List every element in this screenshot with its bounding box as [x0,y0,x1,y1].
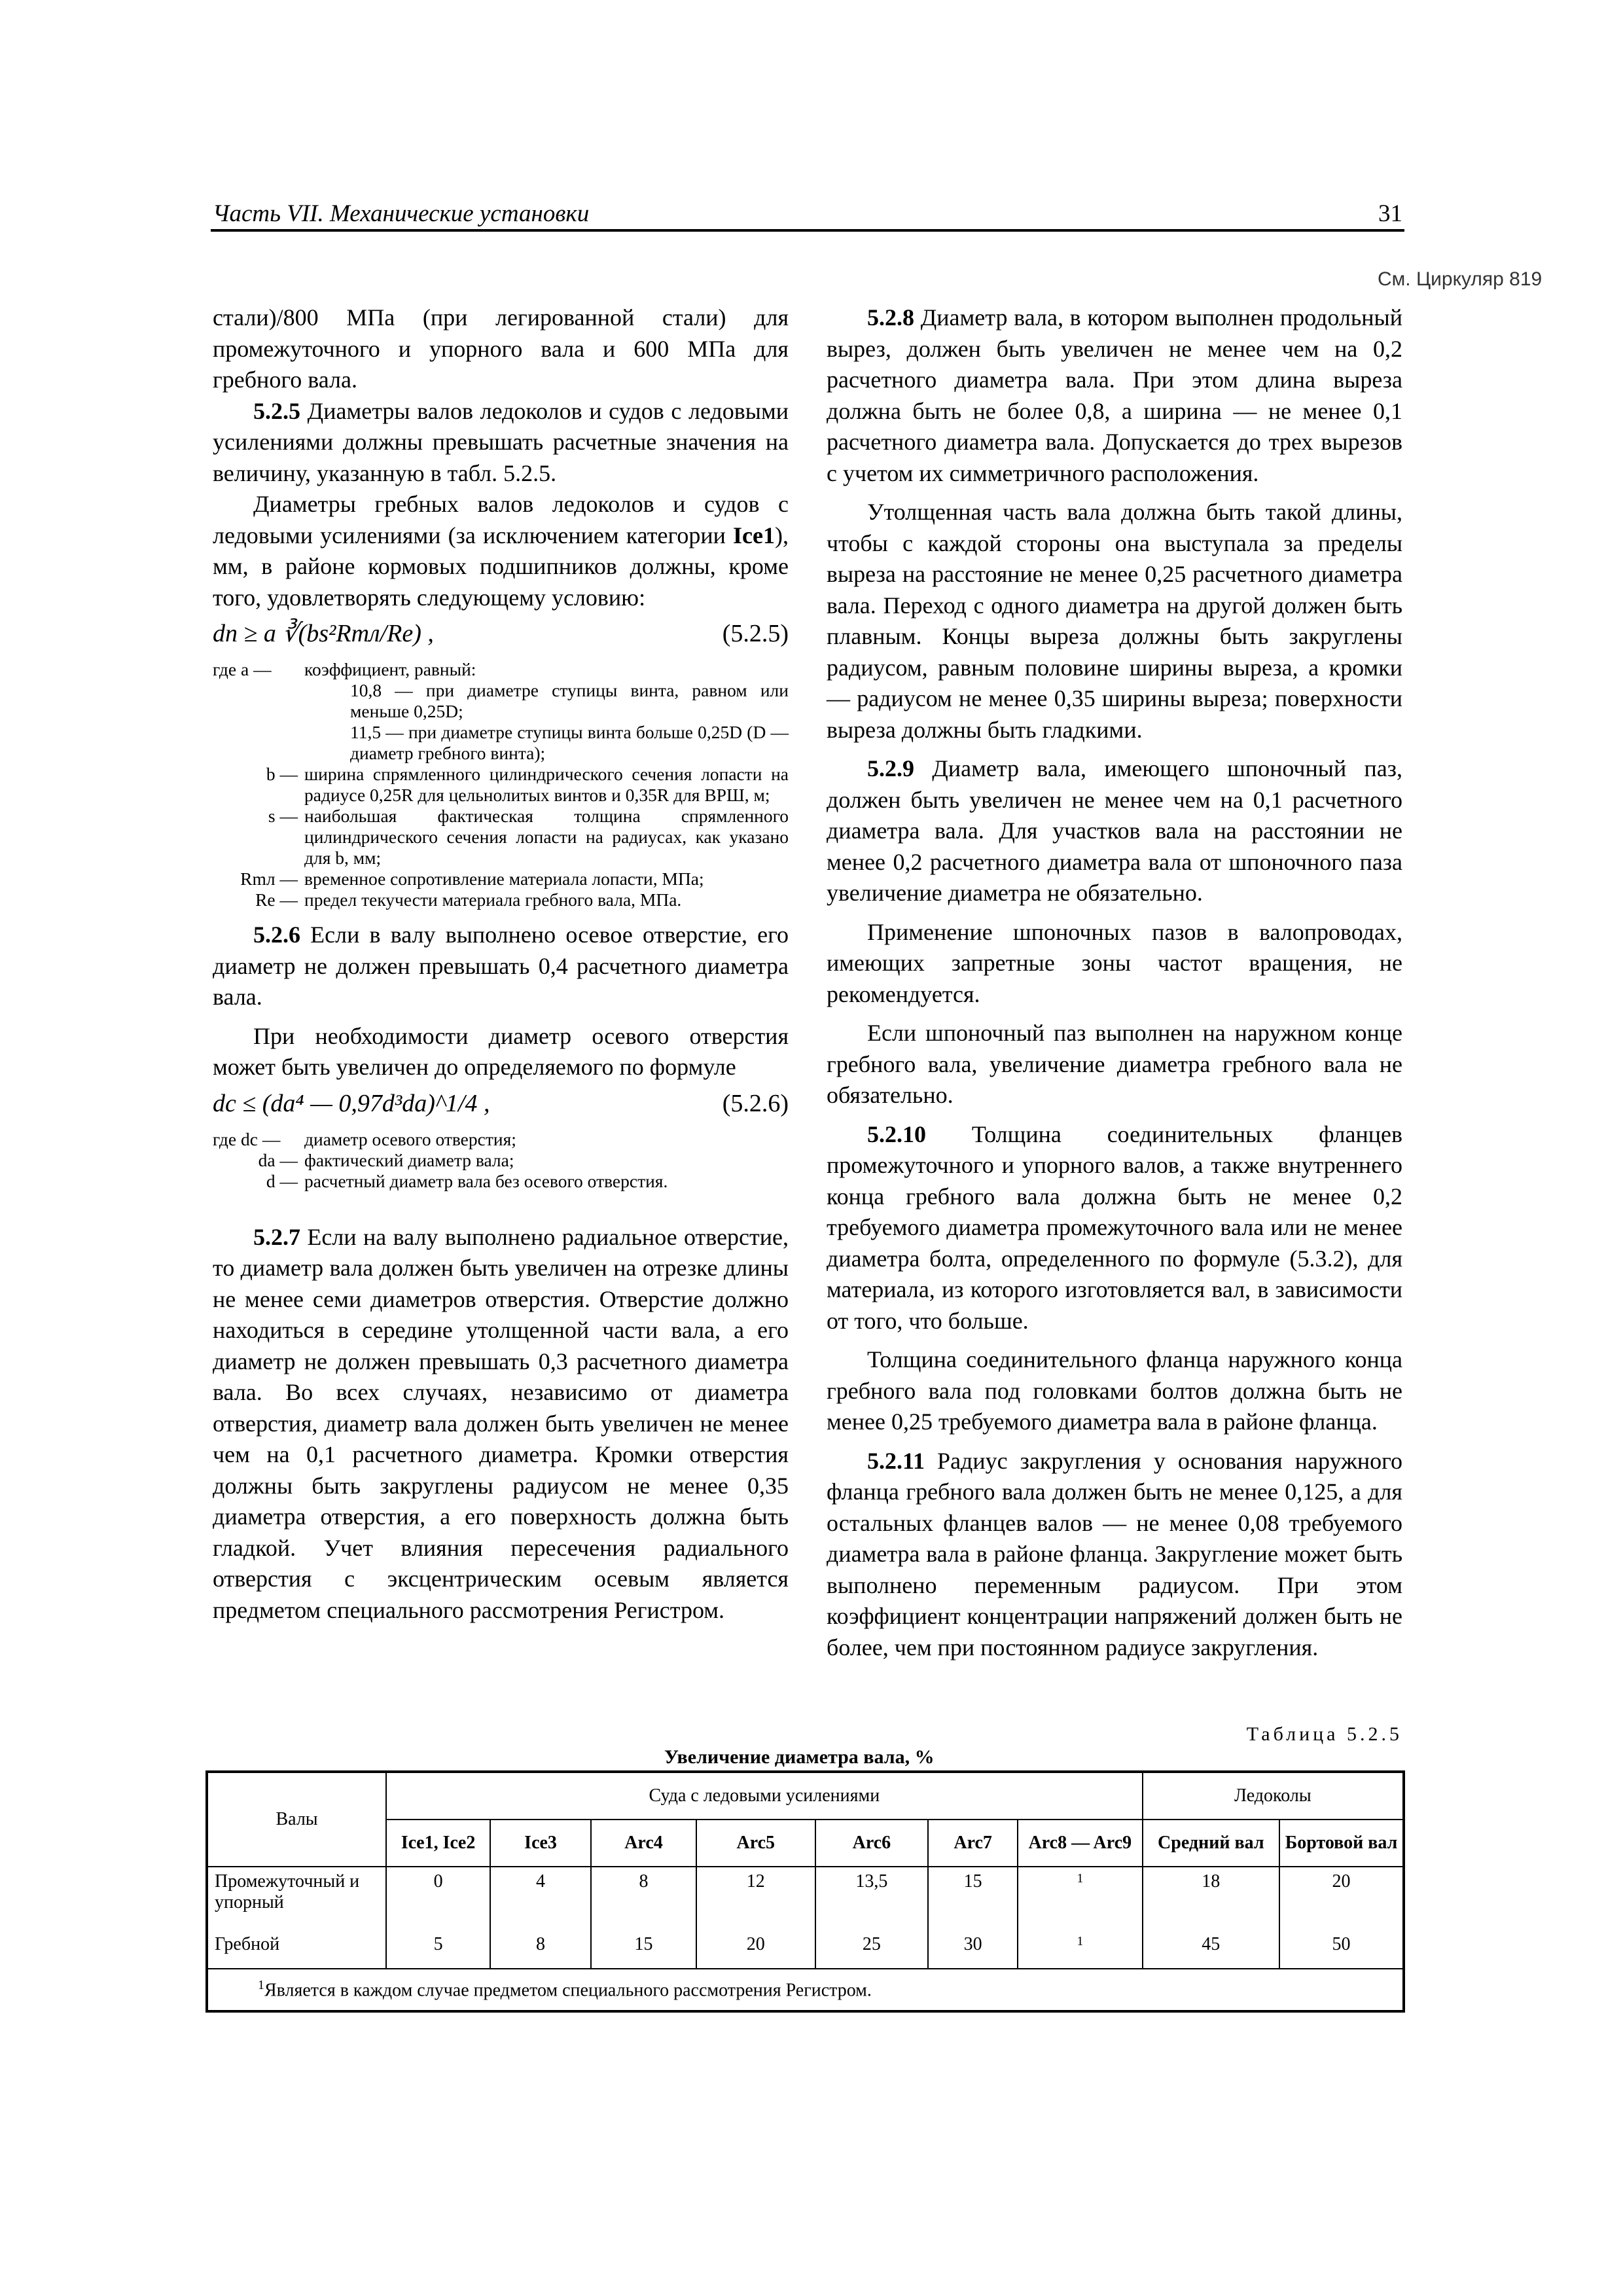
definition-text: коэффициент, равный: [304,659,476,679]
definition [213,869,789,889]
formula-expression: dc ≤ (da⁴ — 0,97d³da)^1/4 , [213,1089,490,1117]
paragraph-text: Диаметр вала, в котором выполнен продольный вырез, должен быть увеличен не менее чем на 0,2 расчетного диаметра вала. При этом длина выреза должна быть не более 0,8, а ширина — не менее 0,1 расчетного диаметра вала. Допускается до трех вырезов с учетом их симметричного расположения. [827,304,1402,486]
table-cell: 50 [1279,1930,1404,1969]
formula-number: (5.2.6) [722,1089,789,1117]
column-header: Arc8 — Arc9 [1018,1820,1143,1867]
paragraph-text: Радиус закругления у основания наружного фланца гребного вала должен быть не менее 0,125, а для остальных фланцев валов — не менее 0,08 требуемого диаметра вала в районе фланца. Закругление может быть выполнено переменным радиусом. При этом коэффициент концентрации напряжений должен быть не более, чем при постоянном радиусе закругления. [827,1447,1402,1660]
formula-expression: dп ≥ a ∛(bs²Rmл/Re) , [213,620,434,647]
paragraph-5-2-8 [827,302,1402,489]
table-cell: 5 [386,1930,490,1969]
paragraph-text: Если на валу выполнено радиальное отверстие, то диаметр вала должен быть увеличен на отрезке длины не менее семи диаметров отверстия. Отверстие должно находиться в середине утолщенной части вала, а его диаметр не должен превышать 0,3 расчетного диаметра вала. Во всех случаях, независимо от диаметра отверстия, диаметр вала должен быть увеличен не менее чем на 0,1 расчетного диаметра. Кромки отверстия должны быть закруглены радиусом не менее 0,35 диаметра отверстия, а его поверхность должна быть гладкой. Учет влияния пересечения радиального отверстия с эксцентрическим осевым является предметом специального рассмотрения Регистром. [213,1223,789,1623]
paragraph: Утолщенная часть вала должна быть такой длины, чтобы с каждой стороны она выступала за пределы выреза на расстояние не менее 0,25 расчетного диаметра вала. Переход с одного диаметра на другой должен быть плавным. Концы выреза должны быть закруглены радиусом, равным половине ширины выреза, а кромки — радиусом не менее 0,35 ширины выреза; поверхности выреза должны быть гладкими. [827,499,1402,743]
table-cell [1018,1867,1143,1930]
paragraph-5-2-9 [827,753,1402,909]
definition-symbol: где a — [213,659,272,679]
column-header: Arc6 [815,1820,929,1867]
column-header: Бортовой вал [1279,1820,1404,1867]
definition-symbol: Rmл — [240,869,298,889]
paragraph: Применение шпоночных пазов в валопроводах, имеющих запретные зоны частот вращения, не рекомендуется. [827,918,1402,1007]
footnote-ref: 1 [1077,1871,1084,1886]
table-row [207,1867,1404,1930]
paragraph-text: Диаметр вала, имеющего шпоночный паз, должен быть увеличен не менее чем на 0,1 расчетного диаметра вала. Для участков вала на расстоянии не менее 0,2 расчетного диаметра вала от шпоночного паза увеличение диаметра не обязательно. [827,755,1402,906]
table-cell: 13,5 [815,1867,929,1930]
definition-text: 10,8 — при диаметре ступицы винта, равном или меньше 0,25D; [350,680,789,721]
page-header-title: Часть VII. Механические установки [213,200,590,227]
definition [213,806,789,869]
paragraph-5-2-7 [213,1222,789,1626]
header-shafts: Валы [207,1772,386,1867]
definition-symbol: b — [266,764,298,784]
page-number: 31 [1378,200,1402,227]
table-cell: 15 [591,1930,696,1969]
row-label: Промежуточный и упорный [207,1867,386,1930]
definition-symbol [213,680,304,722]
section-number: 5.2.6 [253,922,300,948]
table-cell: 18 [1143,1867,1279,1930]
right-column [827,302,1402,1663]
definition-text: наибольшая фактическая толщина спрямленного цилиндрического сечения лопасти на радиусах, как указано для b, мм; [304,806,789,868]
column-header: Средний вал [1143,1820,1279,1867]
formula-5-2-6 [213,1088,789,1122]
header-icebreakers: Ледоколы [1143,1772,1404,1820]
definition [213,659,789,680]
definition [213,889,789,910]
column-header: Ice3 [490,1820,591,1867]
definition-symbol: da — [258,1149,298,1170]
footnote-text: Является в каждом случае предметом специального рассмотрения Регистром. [264,1980,872,2001]
table-footnote [207,1969,1404,2011]
definition-text: 11,5 — при диаметре ступицы винта больше 0,25D (D — диаметр гребного винта); [350,722,789,763]
paragraph-5-2-11 [827,1446,1402,1664]
table-footnote-row [207,1969,1404,2011]
paragraph-text: ), мм, в районе кормовых подшипников должны, кроме того, удовлетворять следующему условию: [213,522,789,611]
definition [213,680,789,722]
table-cell: 25 [815,1930,929,1969]
definition [213,722,789,764]
paragraph-text: Если в валу выполнено осевое отверстие, его диаметр не должен превышать 0,4 расчетного диаметра вала. [213,922,789,1010]
definition-symbol [213,722,304,764]
paragraph: При необходимости диаметр осевого отверстия может быть увеличен до определяемого по формуле [213,1022,789,1080]
definition-text: ширина спрямленного цилиндрического сечения лопасти на радиусе 0,25R для цельнолитых винтов и 0,35R для ВРШ, м; [304,764,789,805]
column-header: Arc5 [696,1820,815,1867]
left-column [213,302,789,1626]
paragraph-text: Толщина соединительных фланцев промежуточного и упорного валов, а также внутреннего конца гребного вала должна быть не менее 0,2 требуемого диаметра промежуточного вала или не менее диаметра болта, определенного по формуле (5.3.2), для материала, из которого изготовляется вал, в зависимости от того, что больше. [827,1121,1402,1334]
definitions-list [213,659,789,910]
column-header: Arc4 [591,1820,696,1867]
definition-text: предел текучести материала гребного вала, МПа. [304,889,682,910]
definition-symbol: s — [268,806,298,826]
paragraph: стали)/800 МПа (при легированной стали) для промежуточного и упорного вала и 600 МПа для гребного вала. [213,304,789,393]
row-label: Гребной [207,1930,386,1969]
footnote-mark: 1 [258,1978,264,1993]
section-number: 5.2.8 [867,304,914,331]
definition-text: диаметр осевого отверстия; [304,1128,516,1149]
table-caption: Увеличение диаметра вала, % [664,1746,935,1768]
section-number: 5.2.11 [867,1447,925,1474]
definitions-list [213,1129,789,1192]
table-cell [1018,1930,1143,1969]
definition [213,1129,789,1150]
header-ice-ships: Суда с ледовыми усилениями [386,1772,1142,1820]
paragraph [213,489,789,613]
table-header-row [207,1772,1404,1820]
paragraph: Если шпоночный паз выполнен на наружном конце гребного вала, увеличение диаметра гребного вала не обязательно. [827,1020,1402,1108]
definition-text: расчетный диаметр вала без осевого отверстия. [304,1170,668,1191]
paragraph-text: Диаметры гребных валов ледоколов и судов с ледовыми усилениями (за исключением категории [213,491,789,548]
table-cell: 12 [696,1867,815,1930]
table-cell: 20 [696,1930,815,1969]
section-number: 5.2.9 [867,755,914,781]
paragraph-5-2-5 [213,396,789,490]
table-cell: 15 [928,1867,1018,1930]
table-row [207,1930,1404,1969]
section-number: 5.2.5 [253,397,300,424]
column-header: Arc7 [928,1820,1018,1867]
section-number: 5.2.10 [867,1121,926,1147]
table-cell: 0 [386,1867,490,1930]
definition-symbol: где dc — [213,1128,281,1149]
circular-note: См. Циркуляр 819 [1378,268,1543,290]
definition-symbol: Re — [255,889,298,910]
column-header: Ice1, Ice2 [386,1820,490,1867]
paragraph-text: Диаметры валов ледоколов и судов с ледовыми усилениями должны превышать расчетные значения на величину, указанную в табл. 5.2.5. [213,397,789,486]
table-cell: 8 [490,1930,591,1969]
paragraph-5-2-6 [213,920,789,1013]
footnote-ref: 1 [1077,1934,1084,1948]
paragraph-5-2-10 [827,1119,1402,1337]
table-cell: 20 [1279,1867,1404,1930]
definition-text: временное сопротивление материала лопасти, МПа; [304,869,704,889]
table-cell: 8 [591,1867,696,1930]
definition-text: фактический диаметр вала; [304,1149,514,1170]
definition-symbol: d — [266,1170,298,1191]
table-header-row [207,1820,1404,1867]
definition [213,1171,789,1192]
table-cell: 30 [928,1930,1018,1969]
section-number: 5.2.7 [253,1223,300,1250]
table-label: Таблица 5.2.5 [1246,1723,1402,1745]
shaft-increase-table [205,1770,1405,2013]
ice-category: Ice1 [733,522,775,548]
definition [213,764,789,806]
table-cell: 45 [1143,1930,1279,1969]
formula-5-2-5 [213,619,789,653]
definition [213,1150,789,1171]
formula-number: (5.2.5) [722,620,789,647]
table-cell: 4 [490,1867,591,1930]
header-rule [211,229,1404,232]
paragraph: Толщина соединительного фланца наружного конца гребного вала под головками болтов должна быть не менее 0,25 требуемого диаметра вала в районе фланца. [827,1346,1402,1435]
